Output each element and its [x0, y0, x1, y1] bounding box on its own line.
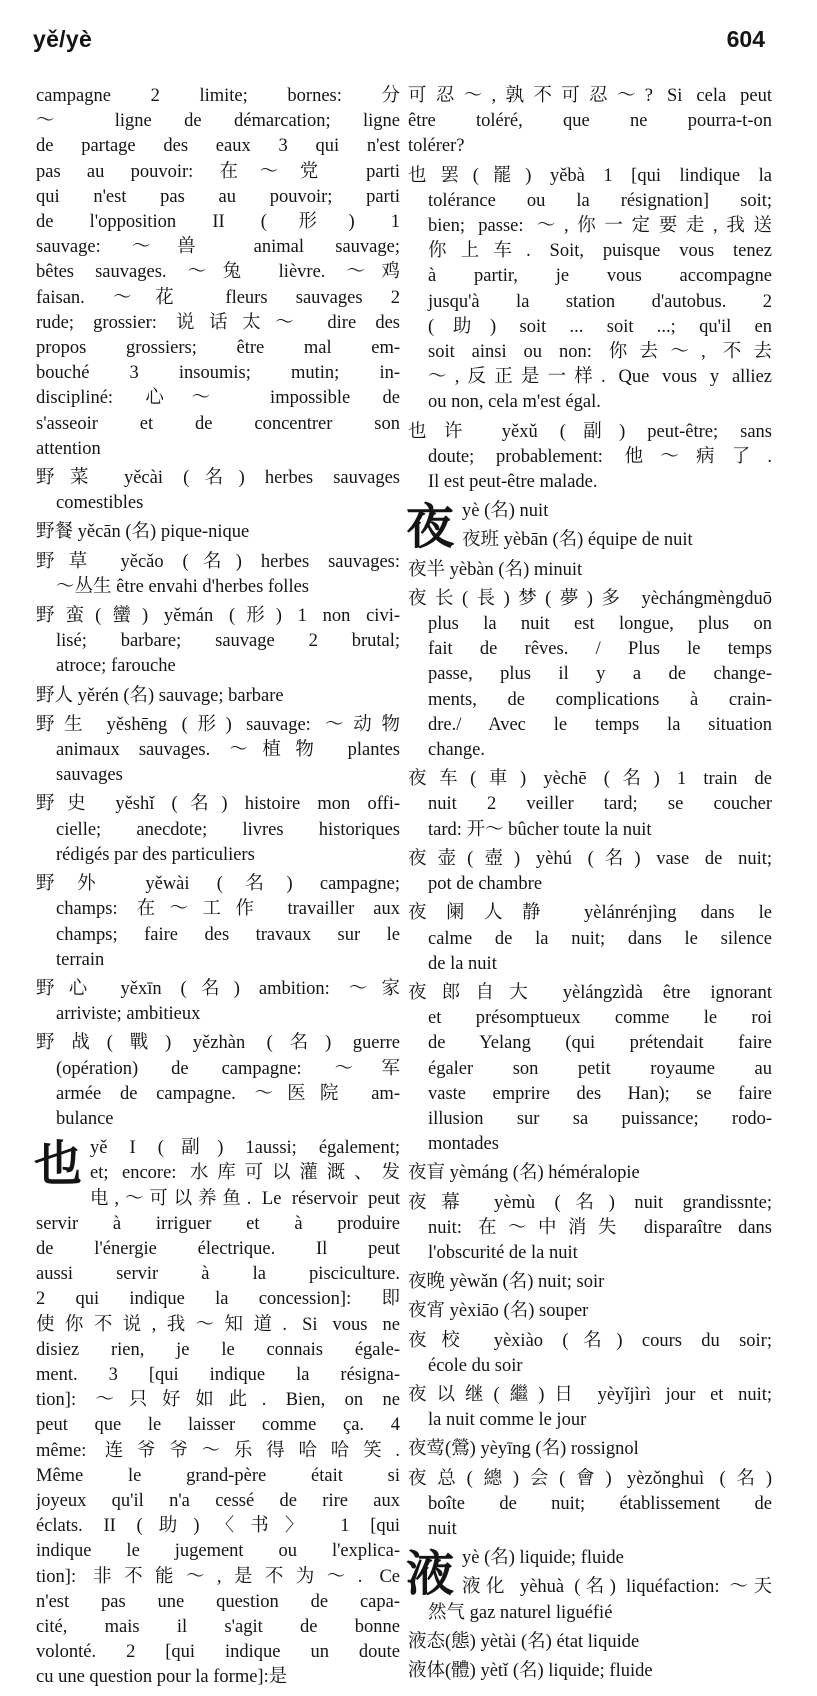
entry-line: arriviste; ambitieux — [56, 1004, 201, 1025]
entry-line: tard: 开～ bûcher toute la nuit — [428, 819, 652, 840]
entry-line: ments, de complications à crain- — [428, 689, 772, 710]
entry-line: volonté. 2 [qui indique un doute — [36, 1642, 400, 1663]
entry-line: 液态(態) yètài (名) état liquide — [408, 1631, 640, 1652]
dictionary-entry — [408, 84, 772, 160]
entry-line: attention — [36, 438, 101, 459]
entry-line: s'asseoir et de concentrer son — [36, 413, 400, 434]
dictionary-entry — [36, 977, 400, 1027]
entry-line: 夜阑人静 yèlánrénjìng dans le — [408, 903, 772, 924]
entry-line: animaux sauvages. ～植物 plantes — [56, 740, 400, 761]
dictionary-entry — [36, 872, 400, 973]
entry-line: 夜总(總)会(會) yèzǒnghuì (名) — [408, 1468, 772, 1489]
entry-line: 夜以继(繼)日 yèyǐjìrì jour et nuit; — [408, 1384, 772, 1405]
entry-line: Même le grand-père était si — [36, 1465, 400, 1486]
entry-line: et présomptueux comme le roi — [428, 1008, 772, 1029]
entry-line: montades — [428, 1134, 499, 1155]
entry-line: yè (名) liquide; fluide — [462, 1548, 624, 1569]
dictionary-entry — [36, 466, 400, 516]
entry-line: dre./ Avec le temps la situation — [428, 714, 772, 735]
entry-line: la nuit comme le jour — [428, 1410, 587, 1431]
head-character: 夜 — [406, 499, 455, 556]
entry-line: yè (名) nuit — [462, 501, 549, 522]
entry-line: ～ ligne de démarcation; ligne — [36, 111, 400, 132]
entry-line: campagne 2 limite; bornes: 分 — [36, 86, 400, 106]
entry-line: peut que le laisser comme ça. 4 — [36, 1415, 400, 1436]
entry-line: 野生 yěshēng (形) sauvage: ～动物 — [36, 714, 400, 735]
entry-line: 夜幕 yèmù (名) nuit grandissnte; — [408, 1192, 772, 1213]
entry-line: plus la nuit est longue, plus on — [428, 614, 772, 635]
entry-line: pas au pouvoir: 在～党 parti — [36, 161, 400, 182]
entry-line: 夜晚 yèwǎn (名) nuit; soir — [408, 1272, 605, 1293]
entry-line: soit ainsi ou non: 你去～, 不去 — [428, 342, 772, 363]
entry-line: bien; passe: ～,你一定要走,我送 — [428, 216, 772, 237]
dictionary-entry — [408, 981, 772, 1157]
entry-line: 野蛮(蠻) yěmán (形) 1 non civi- — [36, 606, 400, 627]
dictionary-entry — [36, 792, 400, 868]
entry-line: tion]: ～只好如此. Bien, on ne — [36, 1390, 400, 1411]
entry-line: 野外 yěwài (名) campagne; — [36, 874, 400, 895]
entry-line: cu une question pour la forme]:是 — [36, 1667, 288, 1688]
dictionary-entry — [36, 684, 400, 709]
entry-line: bulance — [56, 1108, 114, 1129]
entry-line: sauvages — [56, 765, 123, 786]
entry-line: 野人 yěrén (名) sauvage; barbare — [36, 685, 284, 706]
entry-line: 夜半 yèbàn (名) minuit — [408, 559, 583, 580]
page-number: 604 — [726, 26, 765, 52]
entry-line: de partage des eaux 3 qui n'est — [36, 136, 400, 157]
entry-line: passe, plus il y a de change- — [428, 664, 772, 685]
dictionary-entry — [408, 1630, 772, 1655]
entry-line: 野战(戰) yězhàn (名) guerre — [36, 1033, 400, 1054]
head-character: 液 — [406, 1546, 455, 1603]
entry-line: 夜班 yèbān (名) équipe de nuit — [462, 530, 693, 551]
entry-line: illusion sur sa puissance; rodo- — [428, 1108, 772, 1129]
dictionary-entry — [408, 767, 772, 843]
entry-line: égaler son petit royaume au — [428, 1058, 772, 1079]
entry-line: 野心 yěxīn (名) ambition: ～家 — [36, 978, 400, 999]
entry-line: (助) soit ... soit ...; qu'il en — [428, 316, 772, 337]
dictionary-entry — [408, 1161, 772, 1186]
entry-line: aussi servir à la pisciculture. — [36, 1264, 400, 1285]
entry-line: 夜长(長)梦(夢)多 yèchángmèngduō — [408, 588, 772, 609]
entry-line: calme de la nuit; dans le silence — [428, 928, 772, 949]
entry-line: 夜宵 yèxiāo (名) souper — [408, 1301, 589, 1322]
entry-line: 使你不说,我～知道. Si vous ne — [36, 1314, 400, 1335]
entry-line: bouché 3 insoumis; mutin; in- — [36, 363, 400, 384]
dictionary-entry — [36, 604, 400, 680]
entry-line: 野菜 yěcài (名) herbes sauvages — [36, 468, 400, 489]
dictionary-entry — [408, 1467, 772, 1543]
entry-line: 野史 yěshǐ (名) histoire mon offi- — [36, 794, 400, 815]
entry-line: tolérer? — [408, 136, 465, 157]
dictionary-entry — [408, 1191, 772, 1267]
entry-line: ment. 3 [qui indique la résigna- — [36, 1364, 400, 1385]
dictionary-entry — [408, 528, 772, 553]
entry-line: l'obscurité de la nuit — [428, 1242, 578, 1263]
entry-line: servir à irriguer et à produire — [36, 1213, 400, 1234]
entry-line: cielle; anecdote; livres historiques — [56, 819, 400, 840]
entry-line: ou non, cela m'est égal. — [428, 392, 601, 413]
entry-line: école du soir — [428, 1355, 523, 1376]
entry-line: joyeux qu'il n'a cessé de rire aux — [36, 1490, 400, 1511]
entry-line: nuit 2 veiller tard; se coucher — [428, 794, 772, 815]
entry-line: de l'énergie électrique. Il peut — [36, 1238, 400, 1259]
entry-line: doute; probablement: 他～病了. — [428, 446, 772, 467]
dictionary-entry — [408, 558, 772, 583]
entry-line: (opération) de campagne: ～军 — [56, 1058, 400, 1079]
entry-line: 也罢(罷) yěbà 1 [qui lindique la — [408, 165, 772, 186]
dictionary-entry — [408, 901, 772, 977]
entry-line: 夜壶(壺) yèhú (名) vase de nuit; — [408, 848, 772, 869]
entry-line: 然气 gaz naturel liguéfié — [428, 1602, 613, 1623]
page-header — [0, 0, 817, 90]
entry-line: terrain — [56, 949, 105, 970]
entry-line: rude; grossier: 说话太～ dire des — [36, 312, 400, 333]
entry-line: jusqu'à la station d'autobus. 2 — [428, 291, 772, 312]
entry-line: 液化 yèhuà (名) liquéfaction: ～天 — [462, 1577, 772, 1598]
head-character: 也 — [34, 1136, 83, 1193]
dictionary-entry — [408, 1383, 772, 1433]
entry-line: atroce; farouche — [56, 656, 176, 677]
dictionary-entry — [36, 520, 400, 545]
entry-line: 电,～可以养鱼. Le réservoir peut — [90, 1188, 400, 1209]
entry-line: et; encore: 水库可以灌溉、发 — [90, 1163, 400, 1184]
entry-line: être toléré, que ne pourra-t-on — [408, 111, 772, 132]
entry-line: nuit — [428, 1518, 457, 1539]
dictionary-entry — [408, 1299, 772, 1324]
entry-line: même: 连爷爷～乐得哈哈笑. — [36, 1440, 400, 1461]
entry-line: 也许 yěxǔ (副) peut-être; sans — [408, 421, 772, 442]
entry-line: qui n'est pas au pouvoir; parti — [36, 186, 400, 207]
dictionary-entry — [408, 1270, 772, 1295]
entry-line: rédigés par des particuliers — [56, 844, 255, 865]
entry-line: 你上车. Soit, puisque vous tenez — [428, 241, 772, 262]
entry-line: cité, mais il s'agit de bonne — [36, 1616, 400, 1637]
entry-line: 夜莺(鶯) yèyīng (名) rossignol — [408, 1439, 639, 1460]
entry-line: 野餐 yěcān (名) pique-nique — [36, 522, 250, 543]
right-column — [408, 84, 772, 1688]
entry-line: à partir, je vous accompagne — [428, 266, 772, 287]
entry-line: de l'opposition II (形) 1 — [36, 212, 400, 233]
entry-line: champs; faire des travaux sur le — [56, 924, 400, 945]
entry-line: sauvage: ～兽 animal sauvage; — [36, 237, 400, 258]
entry-line: de la nuit — [428, 953, 497, 974]
entry-line: disiez rien, je le connais égale- — [36, 1339, 400, 1360]
dictionary-entry — [408, 420, 772, 496]
entry-line: faisan. ～花 fleurs sauvages 2 — [36, 287, 400, 308]
entry-line: bêtes sauvages. ～兔 lièvre. ～鸡 — [36, 262, 400, 283]
entry-line: vaste emprire des Han); se faire — [428, 1083, 772, 1104]
entry-line: éclats. II (助)〈书〉 1 [qui — [36, 1516, 400, 1537]
entry-line: comestibles — [56, 493, 144, 514]
entry-line: champs: 在～工作 travailler aux — [56, 899, 400, 920]
dictionary-entry — [408, 164, 772, 416]
entry-line: 夜郎自大 yèlángzìdà être ignorant — [408, 982, 772, 1003]
entry-line: Il est peut-être malade. — [428, 472, 598, 493]
entry-line: 夜车(車) yèchē (名) 1 train de — [408, 769, 772, 790]
entry-line: de Yelang (qui prétendait faire — [428, 1033, 772, 1054]
head-character-entry — [36, 1136, 400, 1690]
entry-line: 夜盲 yèmáng (名) héméralopie — [408, 1163, 640, 1184]
entry-line: ～丛生 être envahi d'herbes folles — [56, 576, 310, 597]
entry-line: ～,反正是一样. Que vous y alliez — [428, 367, 772, 388]
entry-line: 2 qui indique la concession]: 即 — [36, 1289, 400, 1310]
dictionary-entry — [408, 1659, 772, 1684]
entry-line: boîte de nuit; établissement de — [428, 1493, 772, 1514]
entry-line: propos grossiers; être mal em- — [36, 338, 400, 359]
dictionary-entry — [408, 1437, 772, 1462]
entry-line: 液体(體) yètǐ (名) liquide; fluide — [408, 1660, 653, 1681]
entry-line: discipliné: 心～ impossible de — [36, 388, 400, 409]
dictionary-entry — [408, 1575, 772, 1625]
entry-line: pot de chambre — [428, 874, 543, 895]
entry-line: tolérance ou la résignation] soit; — [428, 190, 772, 211]
entry-line: change. — [428, 740, 486, 761]
entry-line: indique le jugement ou l'explica- — [36, 1541, 400, 1562]
entry-line: armée de campagne. ～医院 am- — [56, 1083, 400, 1104]
running-head-pinyin: yě/yè — [33, 26, 93, 52]
entry-line: n'est pas une question de capa- — [36, 1591, 400, 1612]
dictionary-entry — [36, 84, 400, 462]
dictionary-entry — [408, 587, 772, 763]
entry-line: lisé; barbare; sauvage 2 brutal; — [56, 631, 400, 652]
dictionary-entry — [408, 847, 772, 897]
dictionary-entry — [408, 1329, 772, 1379]
entry-line: 可忍～,孰不可忍～? Si cela peut — [408, 86, 772, 106]
dictionary-entry — [36, 550, 400, 600]
left-column — [36, 84, 400, 1695]
entry-line: nuit: 在～中消失 disparaître dans — [428, 1217, 772, 1238]
entry-line: 夜校 yèxiào (名) cours du soir; — [408, 1330, 772, 1351]
dictionary-entry — [36, 1031, 400, 1132]
entry-line: fait de rêves. / Plus le temps — [428, 639, 772, 660]
entry-line: yě I (副) 1aussi; également; — [90, 1138, 400, 1159]
entry-line: tion]: 非不能～,是不为～. Ce — [36, 1566, 400, 1587]
entry-line: 野草 yěcǎo (名) herbes sauvages: — [36, 551, 400, 572]
dictionary-entry — [36, 713, 400, 789]
